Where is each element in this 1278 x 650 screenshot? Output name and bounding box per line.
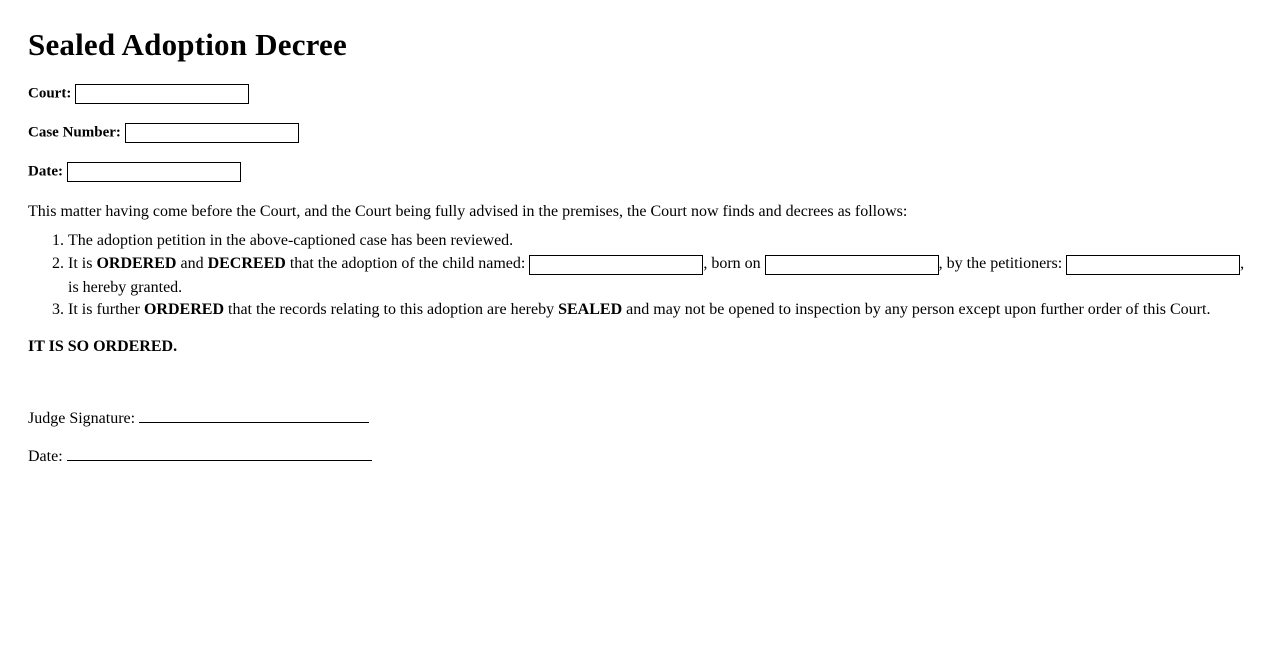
case-number-label: Case Number: bbox=[28, 124, 121, 141]
decree-item-2-mid: that the adoption of the child named: bbox=[285, 255, 526, 273]
decreed-emphasis: DECREED bbox=[207, 255, 286, 273]
decree-item-3-part2: that the records relating to this adoption are hereby bbox=[224, 300, 559, 318]
signature-date-label: Date: bbox=[28, 447, 63, 465]
decree-item-2-and: and bbox=[176, 255, 208, 273]
decree-item-3-part3: and may not be opened to inspection by any person except upon further order of this Court. bbox=[622, 300, 1211, 318]
case-number-field-row bbox=[28, 123, 1250, 143]
birth-date-input[interactable] bbox=[765, 255, 939, 275]
judge-signature-line[interactable] bbox=[139, 410, 369, 423]
page-title: Sealed Adoption Decree bbox=[28, 27, 347, 62]
court-label: Court: bbox=[28, 85, 72, 102]
decree-item-2-lead: It is bbox=[68, 255, 97, 273]
date-input[interactable] bbox=[67, 162, 241, 182]
signature-date-row bbox=[28, 448, 1250, 466]
list-item bbox=[68, 300, 1250, 321]
decree-list bbox=[28, 231, 1250, 321]
ordered-emphasis: ORDERED bbox=[143, 300, 224, 318]
court-field-row bbox=[28, 84, 1250, 104]
judge-signature-label: Judge Signature: bbox=[28, 409, 136, 427]
sealed-emphasis: SEALED bbox=[558, 300, 623, 318]
date-field-row bbox=[28, 162, 1250, 182]
intro-paragraph: This matter having come before the Court, and the Court being fully advised in the premises, the Court now finds and decrees as follows: bbox=[28, 203, 908, 221]
decree-item-3-part1: It is further bbox=[68, 300, 144, 318]
child-name-input[interactable] bbox=[529, 255, 703, 275]
court-input[interactable] bbox=[75, 84, 249, 104]
decree-item-1-text: The adoption petition in the above-captioned case has been reviewed. bbox=[68, 231, 514, 249]
petitioners-input[interactable] bbox=[1066, 255, 1240, 275]
list-item bbox=[68, 231, 1250, 252]
so-ordered-statement: IT IS SO ORDERED. bbox=[28, 337, 178, 355]
born-on-label: , born on bbox=[703, 255, 761, 273]
decree-item-2-tail: , is hereby granted. bbox=[68, 255, 1245, 296]
date-label: Date: bbox=[28, 163, 63, 180]
by-petitioners-label: , by the petitioners: bbox=[938, 255, 1063, 273]
case-number-input[interactable] bbox=[125, 123, 299, 143]
judge-signature-row bbox=[28, 410, 1250, 428]
ordered-emphasis: ORDERED bbox=[96, 255, 177, 273]
signature-block bbox=[28, 410, 1250, 466]
list-item bbox=[68, 252, 1250, 298]
signature-date-line[interactable] bbox=[67, 448, 372, 461]
